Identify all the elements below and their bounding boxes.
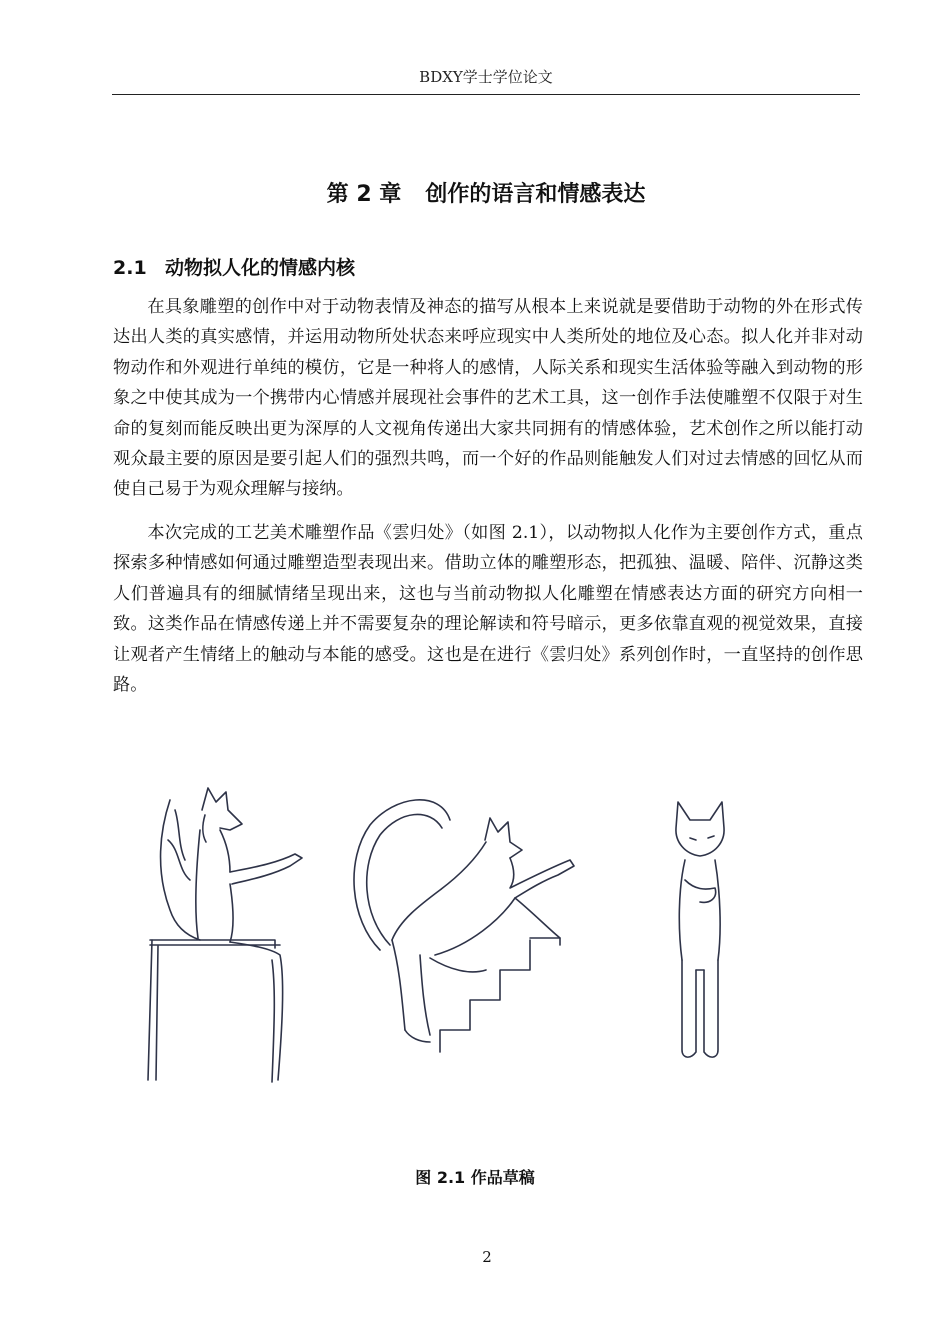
section-heading [113,253,355,280]
seated-fox-sketch [148,788,302,1082]
body-text-block-1 [113,292,863,505]
sketch-figure [130,780,830,1100]
chapter-heading [112,177,860,208]
header-rule [112,94,860,95]
chapter-title: 创作的语言和情感表达 [425,182,646,207]
section-title: 动物拟人化的情感内核 [165,257,356,279]
page-number: 2 [482,1248,492,1266]
paragraph: 本次完成的工艺美术雕塑作品《雲归处》（如图 2.1），以动物拟人化作为主要创作方式，重点探索多种情感如何通过雕塑造型表现出来。借助立体的雕塑形态，把孤独、温暖、陪伴、沉静这类人们普遍具有的细腻情绪呈现出来，这也与当前动物拟人化雕塑在情感表达方面的研究方向相一致。这类作品在情感传递上并不需要复杂的理论解读和符号暗示，更多依靠直观的视觉效果，直接让观者产生情绪上的触动与本能的感受。这也是在进行《雲归处》系列创作时，一直坚持的创作思路。 [113,523,863,696]
chapter-number: 第 2 章 [326,182,402,207]
figure-caption: 图 2.1 作品草稿 [415,1168,535,1187]
climbing-cat-sketch [354,800,574,1052]
body-text-block-2 [113,518,863,700]
standing-cat-sketch [676,802,724,1057]
running-header: BDXY学士学位论文 [419,68,553,86]
section-number: 2.1 [113,257,147,279]
paragraph: 在具象雕塑的创作中对于动物表情及神态的描写从根本上来说就是要借助于动物的外在形式传达出人类的真实感情，并运用动物所处状态来呼应现实中人类所处的地位及心态。拟人化并非对动物动作和外观进行单纯的模仿，它是一种将人的感情，人际关系和现实生活体验等融入到动物的形象之中使其成为一个携带内心情感并展现社会事件的艺术工具，这一创作手法使雕塑不仅限于对生命的复刻而能反映出更为深厚的人文视角传递出大家共同拥有的情感体验，艺术创作之所以能打动观众最主要的原因是要引起人们的强烈共鸣，而一个好的作品则能触发人们对过去情感的回忆从而使自己易于为观众理解与接纳。 [113,297,863,500]
